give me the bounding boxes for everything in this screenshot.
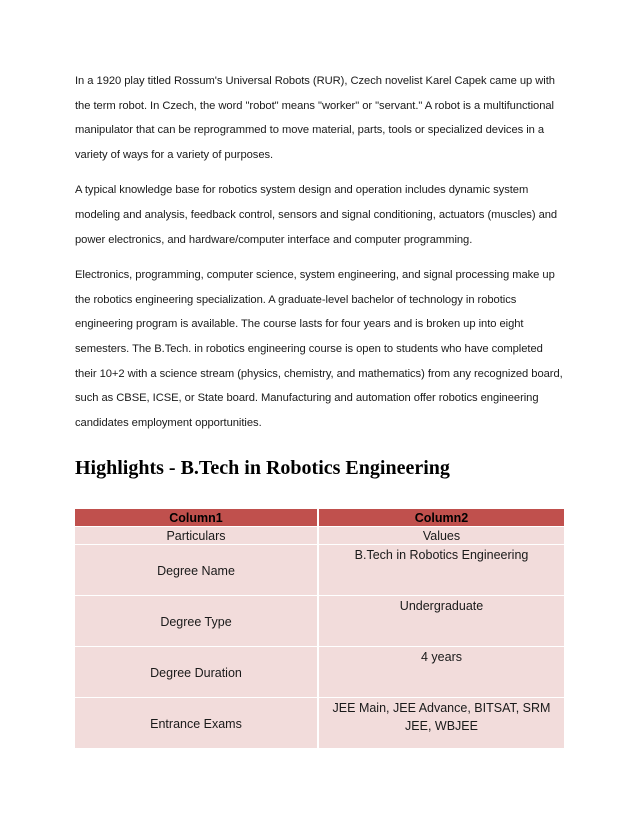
- document-page: [75, 69, 565, 748]
- table-cell: [75, 698, 318, 749]
- table-row: [75, 545, 564, 596]
- table-cell: B.Tech in Robotics Engineering: [318, 545, 564, 596]
- column-header: Column1: [75, 509, 318, 527]
- paragraph-specialization: Electronics, programming, computer science, system engineering, and signal processing make up the robotics engineering specialization. A graduate-level bachelor of technology in robotics engineering program is available. The course lasts for four years and is broken up into eight semesters. The B.Tech. in robotics engineering course is open to students who have completed their 10+2 with a science stream (physics, chemistry, and mathematics) from any recognized board, such as CBSE, ICSE, or State board. Manufacturing and automation offer robotics engineering candidates employment opportunities.: [75, 269, 563, 429]
- cell-text: Degree Name: [157, 564, 235, 579]
- paragraph-robot-origin: In a 1920 play titled Rossum's Universal Robots (RUR), Czech novelist Karel Capek came up with the term robot. In Czech, the word "robot" means "worker" or "servant." A robot is a multifunctional manipulator that can be reprogrammed to move material, parts, tools or specialized devices in a variety of ways for a variety of purposes.: [75, 75, 555, 161]
- column-header: Column2: [318, 509, 564, 527]
- table-cell: [75, 647, 318, 698]
- cell-text: Entrance Exams: [150, 717, 242, 732]
- table-cell: Values: [318, 527, 564, 545]
- table-cell: JEE Main, JEE Advance, BITSAT, SRM JEE, WBJEE: [318, 698, 564, 749]
- table-row: [75, 647, 564, 698]
- cell-text: Degree Type: [160, 615, 232, 630]
- table-row: [75, 596, 564, 647]
- table-subheader-row: [75, 527, 564, 545]
- section-heading: Highlights - B.Tech in Robotics Engineering: [75, 457, 450, 480]
- table-cell: Undergraduate: [318, 596, 564, 647]
- cell-text: Degree Duration: [150, 666, 242, 681]
- table-cell: Particulars: [75, 527, 318, 545]
- table-row: [75, 698, 564, 749]
- highlights-table: [75, 509, 564, 748]
- table-cell: [75, 545, 318, 596]
- paragraph-knowledge-base: A typical knowledge base for robotics system design and operation includes dynamic system modeling and analysis, feedback control, sensors and signal conditioning, actuators (muscles) and power electronics, and hardware/computer interface and computer programming.: [75, 184, 558, 246]
- table-header-row: [75, 509, 564, 527]
- table-cell: 4 years: [318, 647, 564, 698]
- table-cell: [75, 596, 318, 647]
